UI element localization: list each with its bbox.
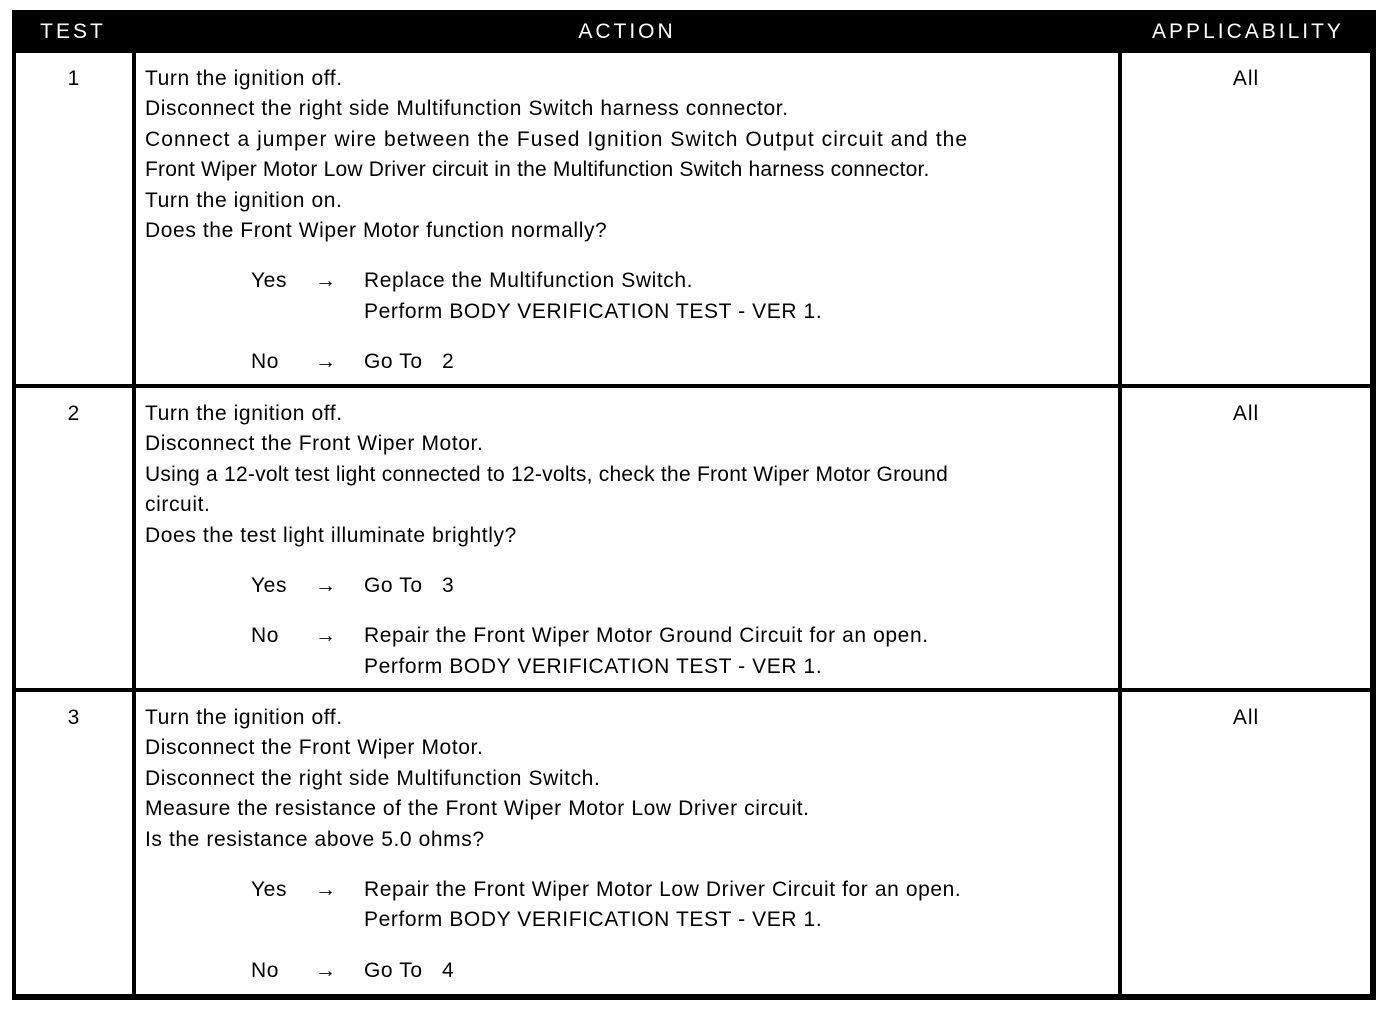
result-text: Repair the Front Wiper Motor Low Driver Circuit for an open. bbox=[364, 878, 962, 902]
action-line: Does the Front Wiper Motor function normally? bbox=[145, 219, 608, 243]
action-line: Disconnect the Front Wiper Motor. bbox=[145, 736, 484, 760]
action-line: Turn the ignition off. bbox=[145, 402, 343, 425]
yes-label: Yes bbox=[251, 878, 288, 902]
test-number: 1 bbox=[16, 53, 132, 384]
arrow-icon: → bbox=[315, 878, 337, 902]
no-label: No bbox=[251, 958, 280, 982]
yes-label: Yes bbox=[251, 269, 288, 293]
header-test: TEST bbox=[40, 20, 106, 43]
action-line: Turn the ignition off. bbox=[145, 67, 343, 90]
action-line: Measure the resistance of the Front Wiper Motor Low Driver circuit. bbox=[145, 797, 810, 821]
action-line: Disconnect the Front Wiper Motor. bbox=[145, 432, 484, 456]
test-number: 3 bbox=[16, 692, 132, 994]
yes-result bbox=[145, 875, 1118, 905]
arrow-icon: → bbox=[315, 574, 337, 598]
applicability-cell: All bbox=[1122, 692, 1370, 994]
test-number: 2 bbox=[16, 388, 132, 688]
action-cell bbox=[136, 388, 1118, 688]
action-line: Disconnect the right side Multifunction Switch harness connector. bbox=[145, 97, 789, 121]
result-text: Perform BODY VERIFICATION TEST - VER 1. bbox=[364, 299, 823, 323]
action-line: Connect a jumper wire between the Fused Ignition Switch Output circuit and the bbox=[145, 127, 969, 151]
action-line: circuit. bbox=[145, 493, 211, 517]
no-label: No bbox=[251, 350, 280, 374]
arrow-icon: → bbox=[315, 958, 337, 982]
result-text: Go To 3 bbox=[364, 574, 455, 598]
result-text: Repair the Front Wiper Motor Ground Circuit for an open. bbox=[364, 624, 929, 648]
action-line: Disconnect the right side Multifunction Switch. bbox=[145, 766, 601, 790]
action-line: Does the test light illuminate brightly? bbox=[145, 523, 517, 547]
result-text: Perform BODY VERIFICATION TEST - VER 1. bbox=[364, 654, 823, 678]
action-line: Front Wiper Motor Low Driver circuit in the Multifunction Switch harness connector. bbox=[145, 158, 930, 182]
no-result bbox=[145, 621, 1118, 651]
result-text: Perform BODY VERIFICATION TEST - VER 1. bbox=[364, 908, 823, 932]
header-action: ACTION bbox=[578, 20, 676, 43]
header-applicability: APPLICABILITY bbox=[1152, 20, 1344, 43]
no-result bbox=[145, 347, 1118, 377]
result-text: Go To 4 bbox=[364, 958, 455, 982]
no-result-continued bbox=[145, 652, 1118, 682]
action-line: Turn the ignition on. bbox=[145, 188, 343, 212]
action-line: Turn the ignition off. bbox=[145, 706, 343, 729]
arrow-icon: → bbox=[315, 624, 337, 648]
action-line: Using a 12-volt test light connected to 12-volts, check the Front Wiper Motor Ground bbox=[145, 462, 949, 486]
applicability-cell: All bbox=[1122, 53, 1370, 384]
yes-result-continued bbox=[145, 905, 1118, 935]
diagnostic-test-table bbox=[12, 10, 1376, 1000]
no-result bbox=[145, 956, 1118, 986]
yes-result bbox=[145, 266, 1118, 296]
no-label: No bbox=[251, 624, 280, 648]
action-cell bbox=[136, 53, 1118, 384]
result-text: Go To 2 bbox=[364, 350, 455, 374]
result-text: Replace the Multifunction Switch. bbox=[364, 269, 694, 293]
action-cell bbox=[136, 692, 1118, 994]
yes-label: Yes bbox=[251, 574, 288, 598]
arrow-icon: → bbox=[315, 269, 337, 293]
yes-result bbox=[145, 571, 1118, 601]
applicability-cell: All bbox=[1122, 388, 1370, 688]
yes-result-continued bbox=[145, 297, 1118, 327]
action-line: Is the resistance above 5.0 ohms? bbox=[145, 827, 485, 851]
arrow-icon: → bbox=[315, 350, 337, 374]
